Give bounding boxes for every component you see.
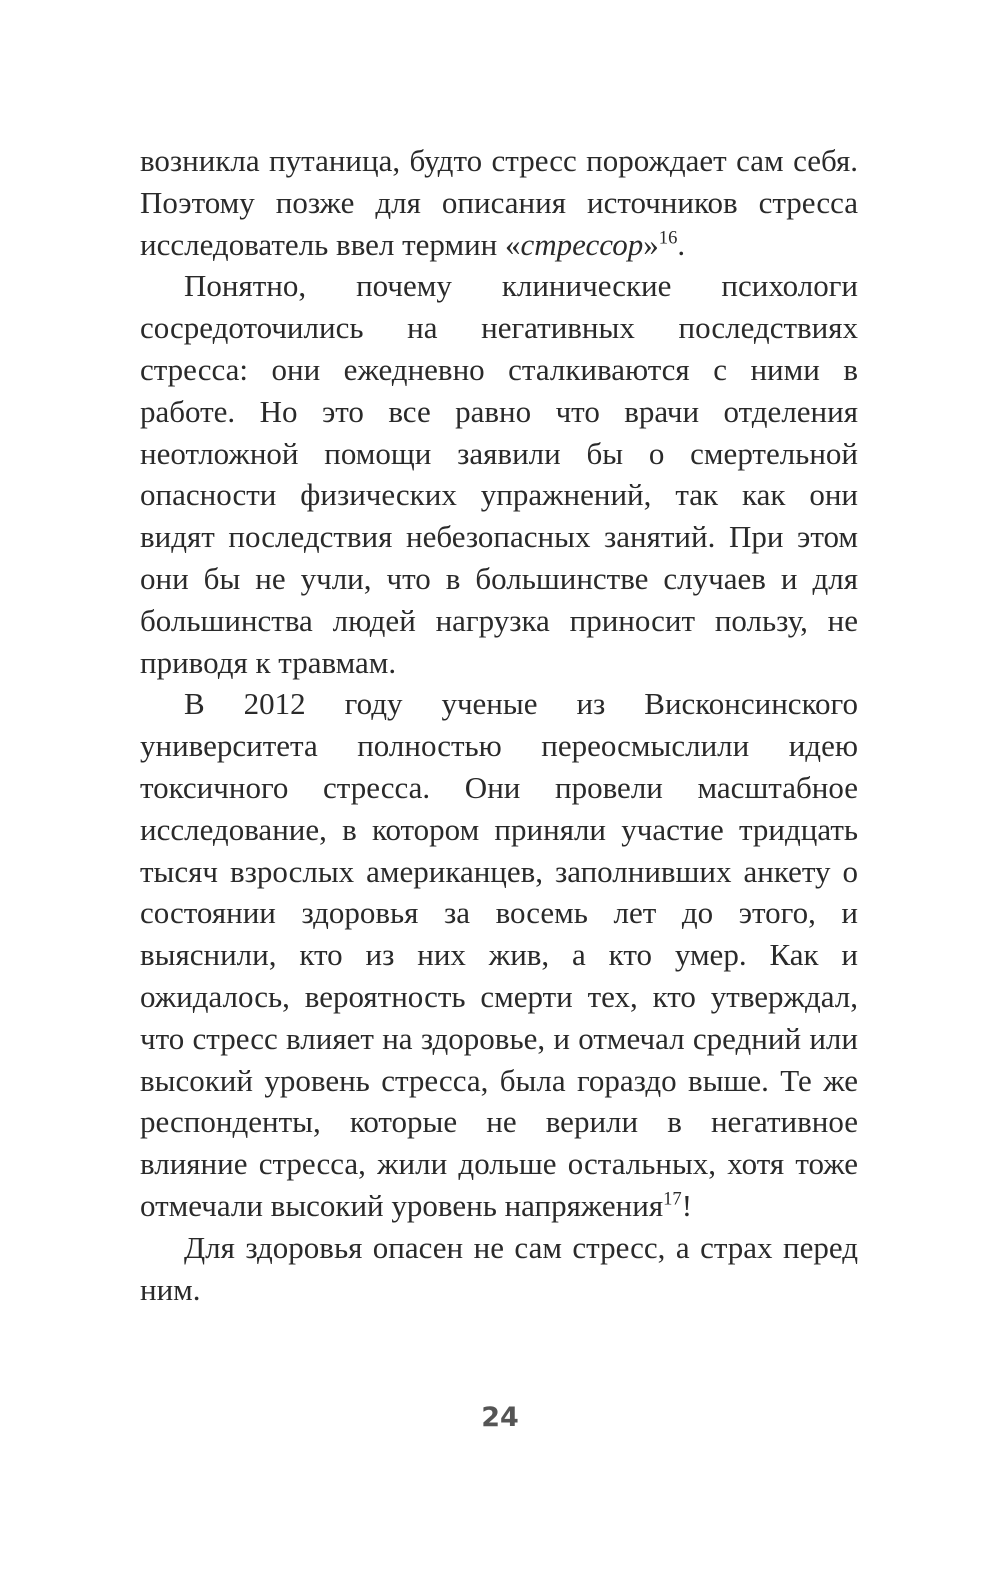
paragraph-2: Понятно, почему клинические психологи сосредоточились на негативных последствиях стресса: они ежедневно сталкиваются с ними в работе. Но это все равно что врачи отделения неотложной помощи заявили бы о смертельной опасности физических упражнений, так как они видят последствия небезопасных занятий. При этом они бы не учли, что в большинстве случаев и для большинства людей нагрузка приносит пользу, не приводя к травмам. bbox=[140, 268, 858, 680]
body-text bbox=[140, 140, 858, 1310]
paragraph-3 bbox=[140, 683, 858, 1226]
page-number: 24 bbox=[481, 1402, 519, 1433]
paragraph-1-end: . bbox=[677, 226, 686, 262]
paragraph-3-text: В 2012 году ученые из Висконсинского университета полностью переосмыслили идею токсичного стресса. Они провели масштабное исследование, в котором приняли участие тридцать тысяч взрослых американцев, заполнивших анкету о состоянии здоровья за восемь лет до этого, и выяснили, кто из них жив, а кто умер. Как и ожидалось, вероятность смерти тех, кто утверждал, что стресс влияет на здоровье, и отмечал средний или высокий уровень стресса, была гораздо выше. Те же респонденты, которые не верили в негативное влияние стресса, жили дольше остальных, хотя тоже отмечали высокий уровень напряжения bbox=[140, 686, 858, 1223]
paragraph-3-end: ! bbox=[681, 1187, 693, 1223]
paragraph-1 bbox=[140, 140, 858, 265]
closing-quote: » bbox=[643, 226, 659, 262]
term-stressor: стрессор bbox=[520, 226, 644, 262]
paragraph-4: Для здоровья опасен не сам стресс, а страх перед ним. bbox=[140, 1229, 858, 1307]
footnote-ref-16[interactable]: 16 bbox=[658, 227, 678, 249]
footnote-ref-17[interactable]: 17 bbox=[663, 1188, 682, 1210]
paragraph-1-text: возникла путаница, будто стресс порождает сам себя. Поэтому позже для описания источников стресса исследователь ввел термин « bbox=[140, 143, 858, 262]
